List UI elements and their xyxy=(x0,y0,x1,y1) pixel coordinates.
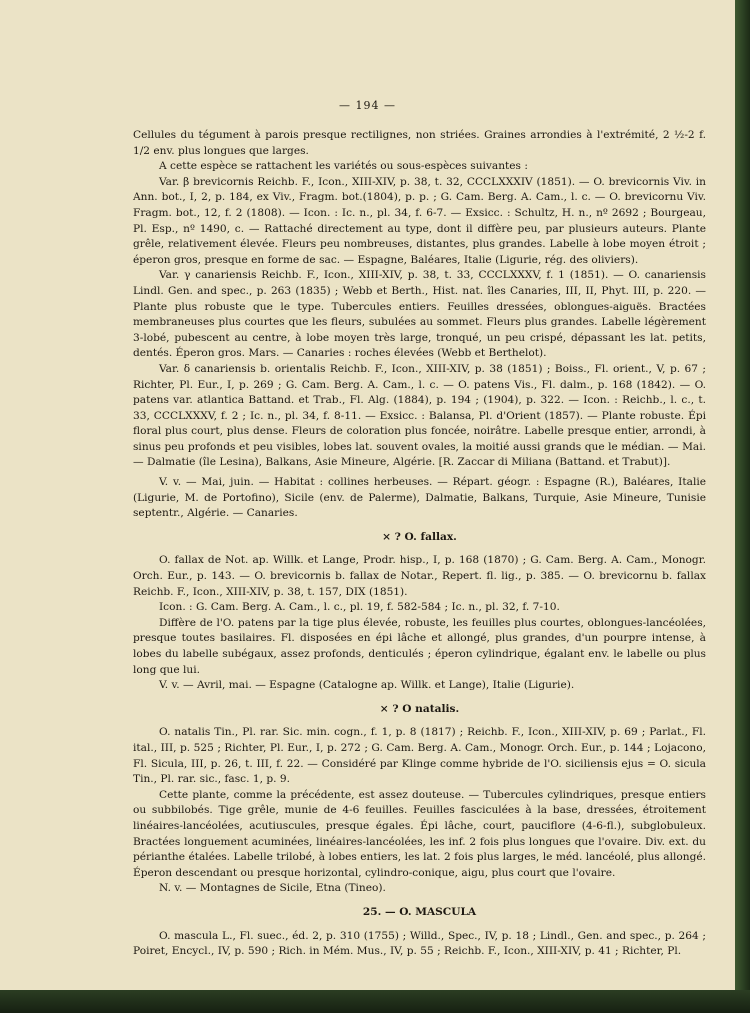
spacer xyxy=(133,522,706,530)
paragraph: Cellules du tégument à parois presque rectilignes, non striées. Graines arrondies à l'extrémité, 2 ½-2 f. 1/2 env. plus longues que larges. xyxy=(133,129,706,157)
paragraph: O. fallax de Not. ap. Willk. et Lange, Prodr. hisp., I, p. 168 (1870) ; G. Cam. Berg. A. Cam., Monogr. Orch. Eur., p. 143. — O. brevicornis b. fallax de Notar., Repert. fl. lig., p. 385. — O. brevicornu b. fallax Reichb. F., Icon., XIII-XIV, p. 38, t. 157, DIX (1851). xyxy=(133,554,706,598)
spacer xyxy=(133,717,706,725)
page-body xyxy=(133,128,706,960)
paragraph: A cette espèce se rattachent les variétés ou sous-espèces suivantes : xyxy=(159,160,528,173)
book-spine xyxy=(735,0,750,1013)
paragraph: Cette plante, comme la précédente, est assez douteuse. — Tubercules cylindriques, presque entiers ou subbilobés. Tige grêle, munie de 4-6 feuilles. Feuilles fasciculées à la base, dressées, étroitement linéaires-lancéolées, acutiuscules, presque égales. Épi lâche, court, pauciflore (4-6-fl.), subglobuleux. Bractées longuement acuminées, linéaires-lancéolées, les inf. 2 fois plus longues que l'ovaire. Div. ext. du périanthe étalées. Labelle trilobé, à lobes entiers, les lat. 2 fois plus larges, le méd. lancéolé, plus allongé. Éperon descendant ou presque horizontal, cylindro-conique, aigu, plus court que l'ovaire. xyxy=(133,788,706,879)
paragraph: Diffère de l'O. patens par la tige plus élevée, robuste, les feuilles plus courtes, oblongues-lancéolées, presque toutes basilaires. Fl. disposées en épi lâche et allongé, plus grandes, d'un pourpre intense, à lobes du labelle subégaux, assez profonds, denticulés ; éperon cylindrique, égalant env. le labelle ou plus long que lui. xyxy=(133,616,706,676)
paragraph: O. mascula L., Fl. suec., éd. 2, p. 310 (1755) ; Willd., Spec., IV, p. 18 ; Lindl., Gen. and spec., p. 264 ; Poiret, Encycl., IV, p. 590 ; Rich. in Mém. Mus., IV, p. 55 ; Reichb. F., Icon., XIII-XIV, p. 41 ; Richter, Pl. xyxy=(133,929,706,958)
paragraph: Var. γ canariensis Reichb. F., Icon., XIII-XIV, p. 38, t. 33, CCCLXXXV, f. 1 (1851). — O. canariensis Lindl. Gen. and spec., p. 263 (1835) ; Webb et Berth., Hist. nat. îles Canaries, III, II, Phyt. III, p. 220. — Plante plus robuste que le type. Tubercules entiers. Feuilles dressées, oblongues-aiguës. Bractées membraneuses plus courtes que les fleurs, subulées au sommet. Fleurs plus grandes. Labelle légèrement 3-lobé, pubescent au centre, à lobe moyen très large, tronqué, un peu crispé, dépassant les lat. petits, dentés. Éperon gros. Mars. — Canaries : roches élevées (Webb et Berthelot). xyxy=(133,269,706,360)
spacer xyxy=(133,545,706,553)
paragraph: Icon. : G. Cam. Berg. A. Cam., l. c., pl. 19, f. 582-584 ; Ic. n., pl. 32, f. 7-10. xyxy=(159,601,560,614)
page-number: — 194 — xyxy=(339,99,396,112)
paragraph: Var. δ canariensis b. orientalis Reichb. F., Icon., XIII-XIV, p. 38 (1851) ; Boiss., Fl. orient., V, p. 67 ; Richter, Pl. Eur., I, p. 269 ; G. Cam. Berg. A. Cam., l. c. — O. patens Vis., Fl. dalm., p. 168 (1842). — O. patens var. atlantica Battand. et Trab., Fl. Alg. (1884), p. 194 ; (1904), p. 322. — Icon. : Reichb., l. c., t. 33, CCCLXXXV, f. 2 ; Ic. n., pl. 34, f. 8-11. — Exsicc. : Balansa, Pl. d'Orient (1857). — Plante robuste. Épi floral plus court, plus dense. Fleurs de coloration plus foncée, noirâtre. Labelle presque entier, arrondi, à sinus peu profonds et peu visibles, lobes lat. souvent ovales, la moitié aussi grands que le médian. — Mai. — Dalmatie (île Lesina), Balkans, Asie Mineure, Algérie. [R. Zaccar di Miliana (Battand. et Trabut)]. xyxy=(133,362,706,469)
paragraph: V. v. — Avril, mai. — Espagne (Catalogne ap. Willk. et Lange), Italie (Ligurie). xyxy=(159,679,575,692)
spacer xyxy=(133,897,706,905)
spacer xyxy=(133,694,706,702)
section-heading: 25. — O. MASCULA xyxy=(362,905,477,918)
spacer xyxy=(133,921,706,929)
paragraph: V. v. — Mai, juin. — Habitat : collines herbeuses. — Répart. géogr. : Espagne (R.), Baléares, Italie (Ligurie, M. de Portofino), Sicile (env. de Palerme), Dalmatie, Balkans, Turquie, Asie Mineure, Tunisie septentr., Algérie. — Canaries. xyxy=(133,476,706,520)
paragraph: Var. β brevicornis Reichb. F., Icon., XIII-XIV, p. 38, t. 32, CCCLXXXIV (1851). — O. brevicornis Viv. in Ann. bot., I, 2, p. 184, ex Viv., Fragm. bot.(1804), p. p. ; G. Cam. Berg. A. Cam., l. c. — O. brevicornu Viv. Fragm. bot., 12, f. 2 (1808). — Icon. : Ic. n., pl. 34, f. 6-7. — Exsicc. : Schultz, H. n., nº 2692 ; Bourgeau, Pl. Esp., nº 1490, c. — Rattaché directement au type, dont il diffère peu, par plusieurs auteurs. Plante grêle, relativement élevée. Fleurs peu nombreuses, distantes, plus grandes. Labelle à lobe moyen étroit ; éperon gros, presque en forme de sac. — Espagne, Baléares, Italie (Ligurie, rég. des oliviers). xyxy=(133,175,706,266)
section-heading: × ? O natalis. xyxy=(379,702,460,715)
section-heading: × ? O. fallax. xyxy=(382,530,457,543)
paragraph: N. v. — Montagnes de Sicile, Etna (Tineo). xyxy=(159,882,386,895)
book-edge xyxy=(0,990,750,1013)
paragraph: O. natalis Tin., Pl. rar. Sic. min. cogn., f. 1, p. 8 (1817) ; Reichb. F., Icon., XIII-XIV, p. 69 ; Parlat., Fl. ital., III, p. 525 ; Richter, Pl. Eur., I, p. 272 ; G. Cam. Berg. A. Cam., Monogr. Orch. Eur., p. 144 ; Lojacono, Fl. Sicula, III, p. 26, t. III, f. 22. — Considéré par Klinge comme hybride de l'O. siciliensis ejus = O. sicula Tin., Pl. rar. sic., fasc. 1, p. 9. xyxy=(133,726,706,786)
